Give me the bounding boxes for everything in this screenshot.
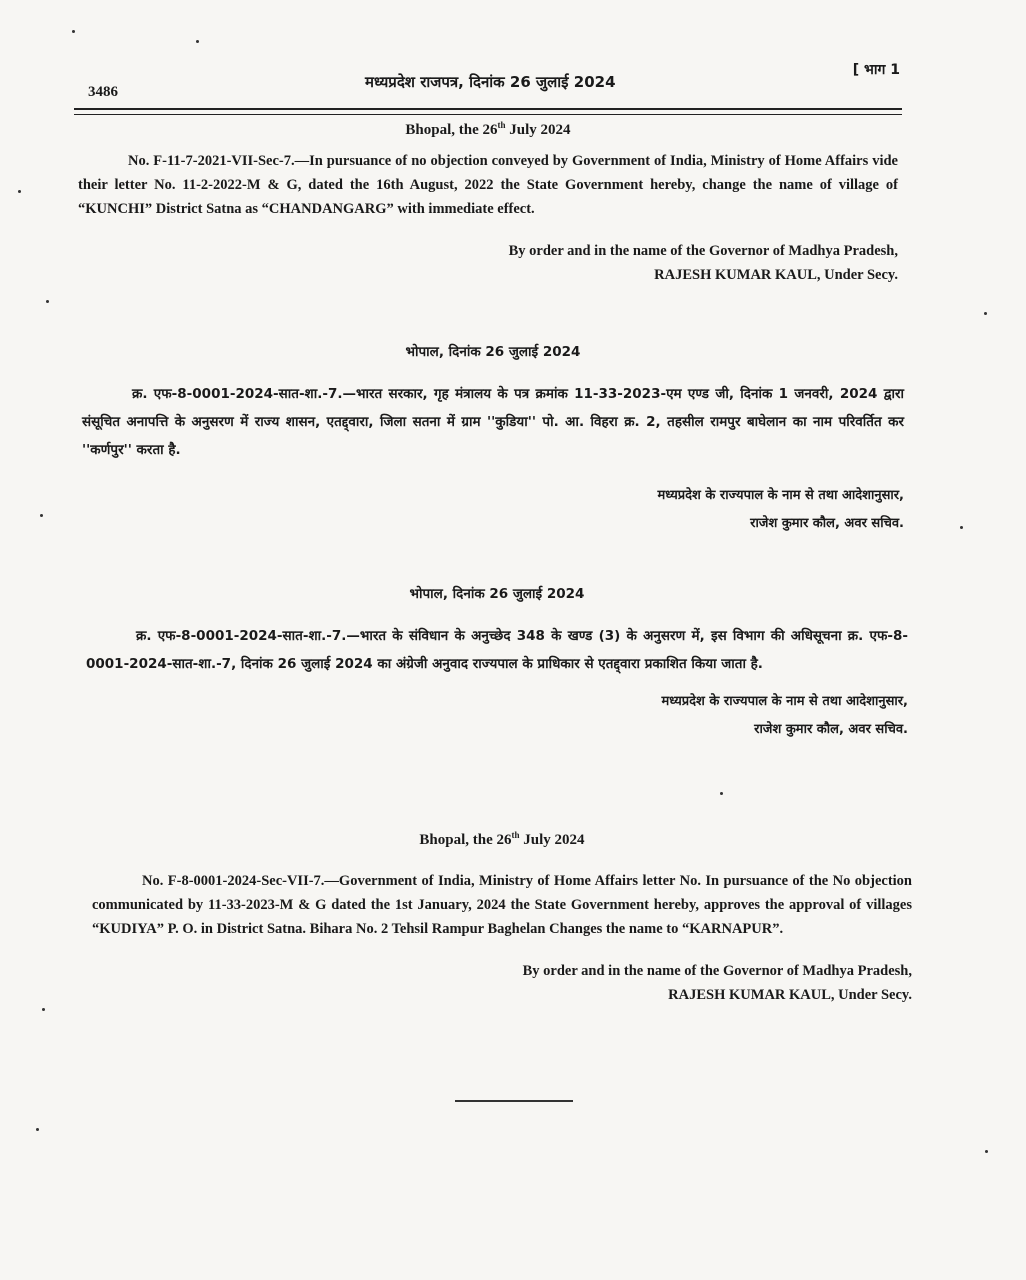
notice-english-1 xyxy=(78,120,898,287)
notice-english-2 xyxy=(92,830,912,1007)
notice-signature xyxy=(86,688,908,744)
page-number: 3486 xyxy=(88,84,118,100)
notice-date: Bhopal, the 26th July 2024 xyxy=(405,120,571,138)
signature-line-1: मध्यप्रदेश के राज्यपाल के नाम से तथा आदेशानुसार, xyxy=(661,694,908,709)
header-rule-thick xyxy=(74,108,902,110)
scan-speck xyxy=(720,792,723,795)
notice-signature xyxy=(82,482,904,538)
scan-speck xyxy=(196,40,199,43)
notice-date: भोपाल, दिनांक 26 जुलाई 2024 xyxy=(405,344,581,360)
scan-speck xyxy=(42,1008,45,1011)
scan-speck xyxy=(72,30,75,33)
notice-signature xyxy=(78,239,898,287)
scan-speck xyxy=(40,514,43,517)
gazette-title: मध्यप्रदेश राजपत्र, दिनांक 26 जुलाई 2024 xyxy=(365,73,616,91)
notice-text: No. F-11-7-2021-VII-Sec-7.—In pursuance of no objection conveyed by Government of India, Ministry of Home Affairs vide their letter No. 11-2-2022-M & G, dated the 16th August, 2022 the State Government hereby, change the name of village of “KUNCHI” District Satna as “CHANDANGARG” with immediate effect. xyxy=(78,153,898,217)
signature-line-1: मध्यप्रदेश के राज्यपाल के नाम से तथा आदेशानुसार, xyxy=(657,488,904,503)
notice-date: Bhopal, the 26th July 2024 xyxy=(419,830,585,848)
scan-speck xyxy=(960,526,963,529)
signature-line-2: राजेश कुमार कौल, अवर सचिव. xyxy=(750,516,904,531)
scan-speck xyxy=(46,300,49,303)
end-rule xyxy=(455,1100,573,1102)
signature-line-2: RAJESH KUMAR KAUL, Under Secy. xyxy=(668,987,912,1003)
signature-line-1: By order and in the name of the Governor of Madhya Pradesh, xyxy=(508,243,898,259)
notice-signature xyxy=(92,959,912,1007)
part-label: [ भाग 1 xyxy=(852,62,900,78)
scan-speck xyxy=(18,190,21,193)
scan-speck xyxy=(984,312,987,315)
notice-text: No. F-8-0001-2024-Sec-VII-7.—Government of India, Ministry of Home Affairs letter No. In pursuance of the No objection communicated by 11-33-2023-M & G dated the 1st January, 2024 the State Government hereby, approves the approval of villages “KUDIYA” P. O. in District Satna. Bihara No. 2 Tehsil Rampur Baghelan Changes the name to “KARNAPUR”. xyxy=(92,873,912,937)
notice-text: क्र. एफ-8-0001-2024-सात-शा.-7.—भारत के संविधान के अनुच्छेद 348 के खण्ड (3) के अनुसरण में, इस विभाग की अधिसूचना क्र. एफ-8-0001-2024-सात-शा.-7, दिनांक 26 जुलाई 2024 का अंग्रेजी अनुवाद राज्यपाल के प्राधिकार से एतद्द्वारा प्रकाशित किया जाता है. xyxy=(86,628,908,672)
page-header xyxy=(80,62,900,108)
notice-text: क्र. एफ-8-0001-2024-सात-शा.-7.—भारत सरकार, गृह मंत्रालय के पत्र क्रमांक 11-33-2023-एम एण्ड जी, दिनांक 1 जनवरी, 2024 द्वारा संसूचित अनापत्ति के अनुसरण में राज्य शासन, एतद्द्वारा, जिला सतना में ग्राम ''कुडिया'' पो. आ. विहरा क्र. 2, तहसील रामपुर बाघेलान का नाम परिवर्तित कर ''कर्णपुर'' करता है. xyxy=(82,386,904,458)
notice-date: भोपाल, दिनांक 26 जुलाई 2024 xyxy=(409,586,585,602)
signature-line-2: RAJESH KUMAR KAUL, Under Secy. xyxy=(654,267,898,283)
scan-speck xyxy=(36,1128,39,1131)
header-rule-thin xyxy=(74,114,902,115)
signature-line-1: By order and in the name of the Governor of Madhya Pradesh, xyxy=(522,963,912,979)
scan-speck xyxy=(985,1150,988,1153)
signature-line-2: राजेश कुमार कौल, अवर सचिव. xyxy=(754,722,908,737)
notice-hindi-1 xyxy=(82,342,904,538)
notice-hindi-2 xyxy=(86,584,908,744)
